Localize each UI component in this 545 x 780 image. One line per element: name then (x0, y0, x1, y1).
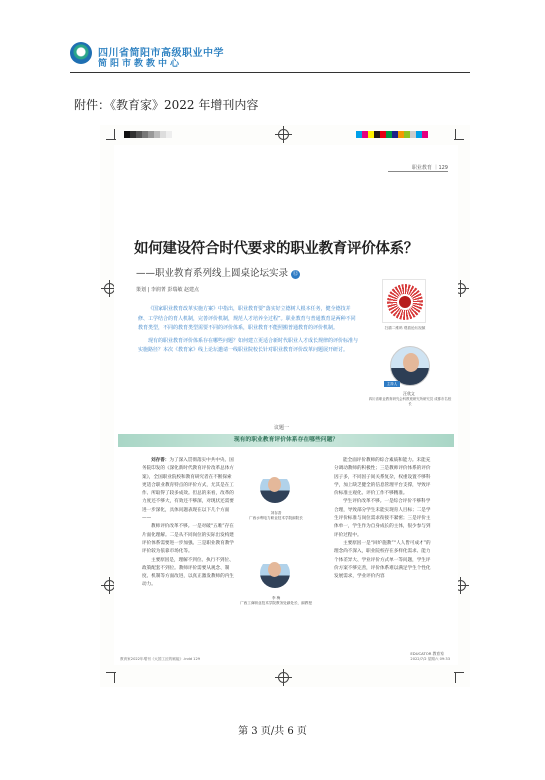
print-slug-file: 教育家2022年增刊《大国工匠的赋能》.indd 129 (120, 657, 201, 661)
section-question: 现有的职业教育评价体系存在哪些问题？ (233, 437, 339, 443)
print-slug-date: 2022/7/2 星期六 09:33 (410, 657, 450, 661)
school-logo-icon (70, 42, 92, 64)
letterhead (70, 42, 490, 72)
qr-code-icon (382, 279, 426, 323)
school-name: 四川省简阳市高级职业中学 (98, 48, 224, 59)
magazine-scan (100, 125, 470, 687)
portrait-face (268, 562, 281, 577)
guest-caption: 刘存香 广西水利电力职业技术学院副院长 (249, 511, 303, 520)
page-header: 职业教育 ｜129 (411, 165, 448, 171)
lead-paragraphs (138, 305, 358, 359)
guest-portrait (260, 558, 290, 588)
issue-badge: ⑫ (293, 271, 299, 277)
paragraph-text: 教师评价改革不够。一是对破“五唯”存在片面化理解。二是从不同岗位的实际出发构建评价体系需要进一步加强。三是职业教育教学评价较为依靠市场化等。 (142, 524, 234, 555)
magazine-brand: EDUCATOR 教育家 (410, 651, 444, 656)
paragraph-text: 为了深入贯彻落实中共中央、国务院印发的《深化新时代教育评价改革总体方案》，全国职业院校和教育研究者在不断探索更适合职业教育特点的评价方式，尤其是在工作、所取得了较多成效。但总的来看，改革的力度还不够大，有效还不够深，对现状还需要进一步深化，具体问题表现在以下几个方面—— (142, 458, 234, 522)
column-paragraph (334, 457, 432, 498)
paragraph-text: 能全面评价教师的综合素质和能力。未能充分调动教师的积极性；三是教师评价体系的评价因子多，不同因子间关系复杂，权重设置不够科学，加上缺乏健全的信息管理平台支撑，导致评价标准主观化、评价工作不够精准。 (334, 458, 431, 497)
crop-mark (114, 129, 115, 139)
magazine-page (114, 145, 458, 665)
paragraph-text: 学生评价改革不够。一是综合评价不够科学合理，导致部分学生未能实现育人目标；二是学生评价标准与岗位需求衔接不紧密；三是评价主体单一，学生作为自身成长的主体，很少参与到评价过程中。 (334, 499, 431, 538)
right-column (334, 457, 432, 581)
guest-caption: 李 梅 广西工商职业技术学院教务处副处长、副教授 (240, 596, 312, 605)
article-headline: 如何建设符合时代要求的职业教育评价体系？ (134, 241, 418, 257)
paragraph-text: 主要原因是，理解不到位、执行不到位、政策配套不到位。教师评价需要从观念、制度、机制等方面改进，以真正激发教师的内生动力。 (142, 557, 234, 588)
registration-mark-icon (278, 129, 289, 140)
section-number: 议题一 (274, 425, 290, 431)
crop-mark (114, 673, 115, 683)
lead-paragraph: 《国家职业教育改革实施方案》中指出，职业教育要“落实好立德树人根本任务，健全德技并修、工学结合的育人机制，完善评价机制，规范人才培养全过程”。职业教育与普通教育是两种不同教育类型，不同的教育类型需要不同的评价体系，职业教育不能照搬普通教育的评价机制。 (138, 306, 356, 331)
grayscale-bar (124, 131, 172, 138)
column-paragraph (142, 457, 236, 523)
qr-caption: 扫描二维码 观看论坛视频 (384, 326, 426, 330)
column-paragraph (142, 523, 236, 556)
portrait-face (268, 477, 281, 492)
host-name: 汪欣文 (403, 391, 415, 396)
qr-center-logo-icon (397, 294, 413, 310)
header-rule (388, 171, 448, 172)
host-portrait (390, 346, 430, 386)
subtitle-text: ——职业教育系列线上圆桌论坛实录 (136, 268, 289, 279)
column-paragraph (334, 498, 432, 539)
crop-mark (454, 139, 464, 140)
crop-mark (106, 139, 116, 140)
center-name: 简阳市教教中心 (98, 59, 183, 69)
crop-mark (455, 129, 456, 139)
speaker-name: 刘存香： (151, 458, 170, 463)
host-tag: 主持人 (384, 381, 400, 387)
column-paragraph (334, 540, 432, 581)
attachment-line: 附件：《教育家》2022 年增刊内容 (74, 98, 259, 112)
byline: 策划 | 李润菁 彭瑞敏 赵建点 (136, 287, 200, 293)
paragraph-text: 主要原因一是“回炉施教”“人人皆可成才”的理念尚不深入，职业院校存在多样化需求、能力个体差异大、学业评价方式单一等问题，学生评价方案不够完善，评价体系难以满足学生个性化发展需求，学业评价内容 (334, 540, 431, 580)
section-band (118, 434, 454, 447)
column-paragraph (142, 557, 236, 590)
guest-portrait (260, 473, 290, 503)
registration-mark-icon (278, 672, 289, 683)
page-number: 第 3 页/共 6 页 (238, 726, 307, 737)
letterhead-divider (70, 72, 470, 73)
article-subtitle (136, 265, 300, 279)
portrait-face (403, 353, 419, 372)
crop-mark (455, 673, 456, 683)
color-bar (356, 131, 428, 138)
lead-paragraph: 现有的职业教育评价体系存在哪些问题？如何建立更适合新时代职业人才成长规律的评价标准与实施路径？本次《教育家》线上论坛邀请一线职业院校长针对职业教育评价改革问题展开研讨。 (138, 337, 359, 353)
host-title: 四川省职业教育研究会科教班研究所研究员 成都市名校长 (368, 397, 452, 406)
left-column (142, 457, 236, 590)
